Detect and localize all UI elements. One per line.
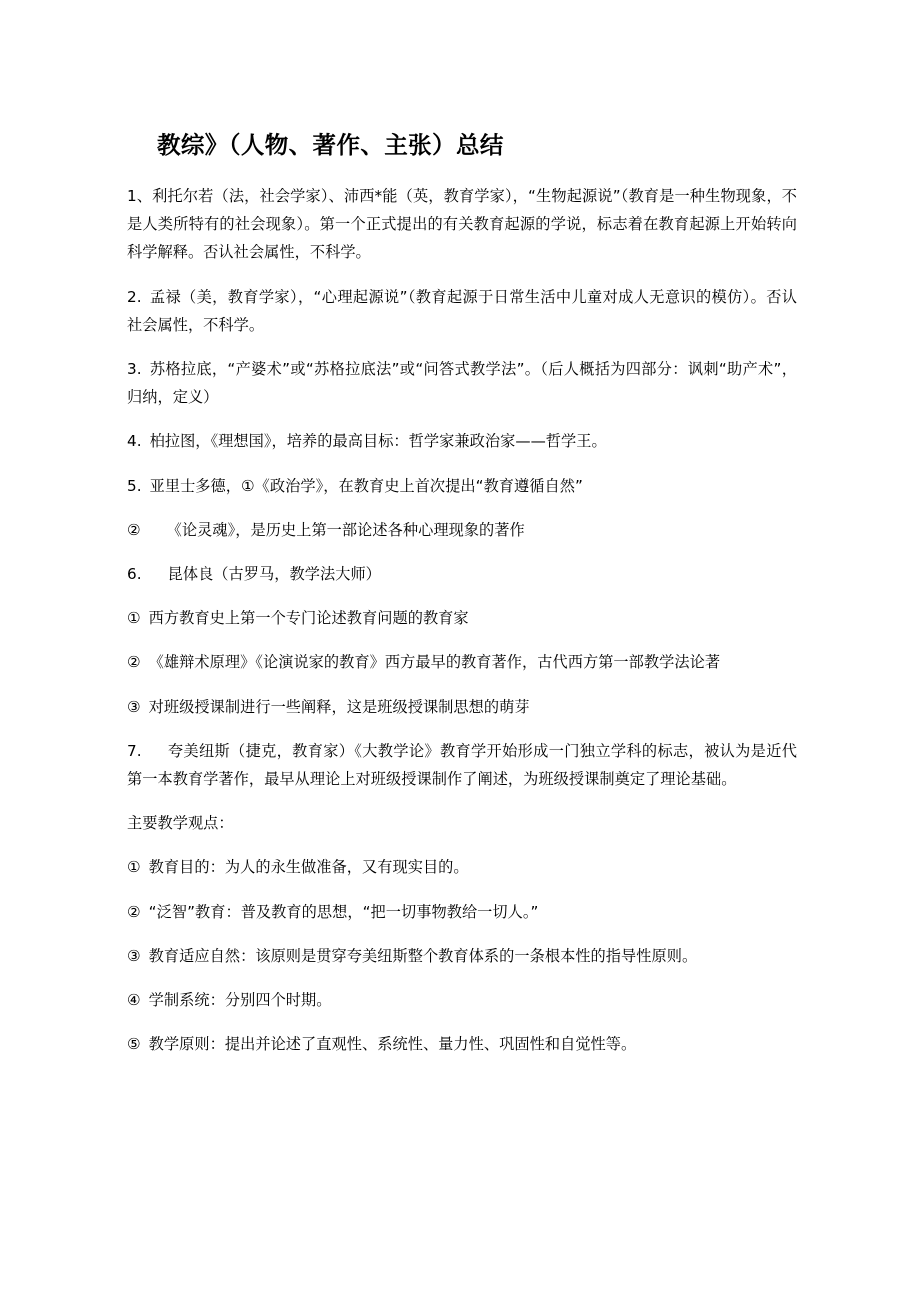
paragraph (127, 1030, 797, 1058)
paragraph-text: 教学原则：提出并论述了直观性、系统性、量力性、巩固性和自觉性等。 (148, 1035, 637, 1054)
paragraph (127, 472, 797, 500)
list-marker: 5. (127, 476, 142, 495)
paragraph-list (127, 182, 797, 1058)
paragraph (127, 693, 797, 721)
paragraph (127, 737, 797, 793)
paragraph (127, 942, 797, 970)
paragraph (127, 986, 797, 1014)
paragraph (127, 809, 797, 837)
list-marker: ⑤ (127, 1035, 141, 1054)
paragraph (127, 516, 797, 544)
paragraph-text: 教育适应自然：该原则是贯穿夸美纽斯整个教育体系的一条根本性的指导性原则。 (148, 946, 698, 965)
list-marker: ④ (127, 991, 141, 1010)
paragraph-text: 昆体良（古罗马，教学法大师） (167, 565, 381, 584)
paragraph (127, 182, 797, 267)
list-marker: ② (127, 520, 141, 539)
list-marker: ② (127, 902, 141, 921)
page-title: 教综》（人物、著作、主张）总结 (157, 131, 504, 159)
paragraph (127, 898, 797, 926)
paragraph-text: 利托尔若（法，社会学家）、沛西*能（英，教育学家），“生物起源说”（教育是一种生物现象，不是人类所特有的社会现象）。第一个正式提出的有关教育起源的学说，标志着在教育起源上开始转向科学解释。否认社会属性，不科学。 (127, 187, 798, 262)
list-marker: ① (127, 858, 141, 877)
document-body (127, 128, 797, 1058)
paragraph-text: 孟禄（美，教育学家），“心理起源说”（教育起源于日常生活中儿童对成人无意识的模仿）。否认社会属性，不科学。 (127, 287, 797, 334)
list-marker: 3. (127, 360, 142, 379)
paragraph-text: 西方教育史上第一个专门论述教育问题的教育家 (148, 609, 469, 628)
list-marker: ② (127, 653, 141, 672)
paragraph-text: 主要教学观点： (127, 814, 234, 833)
paragraph-text: 柏拉图，《理想国》，培养的最高目标：哲学家兼政治家——哲学王。 (149, 432, 607, 451)
list-marker: 2. (127, 287, 142, 306)
paragraph (127, 427, 797, 455)
list-marker: ③ (127, 697, 141, 716)
paragraph-text: 对班级授课制进行一些阐释，这是班级授课制思想的萌芽 (148, 697, 530, 716)
paragraph-text: 苏格拉底，“产婆术”或“苏格拉底法”或“问答式教学法”。（后人概括为四部分：讽刺“助产术”，归纳，定义） (127, 360, 797, 407)
list-marker: 7. (127, 741, 142, 760)
paragraph-text: 《论灵魂》，是历史上第一部论述各种心理现象的著作 (166, 520, 525, 539)
paragraph (127, 355, 797, 411)
paragraph-text: 教育目的：为人的永生做准备，又有现实目的。 (148, 858, 469, 877)
paragraph-text: 亚里士多德，①《政治学》，在教育史上首次提出“教育遵循自然” (149, 476, 583, 495)
list-marker: 6. (127, 565, 142, 584)
paragraph (127, 283, 797, 339)
paragraph (127, 604, 797, 632)
paragraph-text: “泛智”教育：普及教育的思想，“把一切事物教给一切人。” (148, 902, 539, 921)
list-marker: ① (127, 609, 141, 628)
paragraph (127, 853, 797, 881)
paragraph (127, 560, 797, 588)
list-marker: ③ (127, 946, 141, 965)
paragraph-text: 《雄辩术原理》《论演说家的教育》西方最早的教育著作，古代西方第一部教学法论著 (148, 653, 721, 672)
list-marker: 1、 (127, 187, 153, 205)
paragraph-text: 夸美纽斯（捷克，教育家）《大教学论》教育学开始形成一门独立学科的标志，被认为是近代第一本教育学著作，最早从理论上对班级授课制作了阐述，为班级授课制奠定了理论基础。 (127, 741, 797, 789)
paragraph-text: 学制系统：分别四个时期。 (148, 991, 332, 1010)
list-marker: 4. (127, 432, 142, 451)
paragraph (127, 648, 797, 676)
